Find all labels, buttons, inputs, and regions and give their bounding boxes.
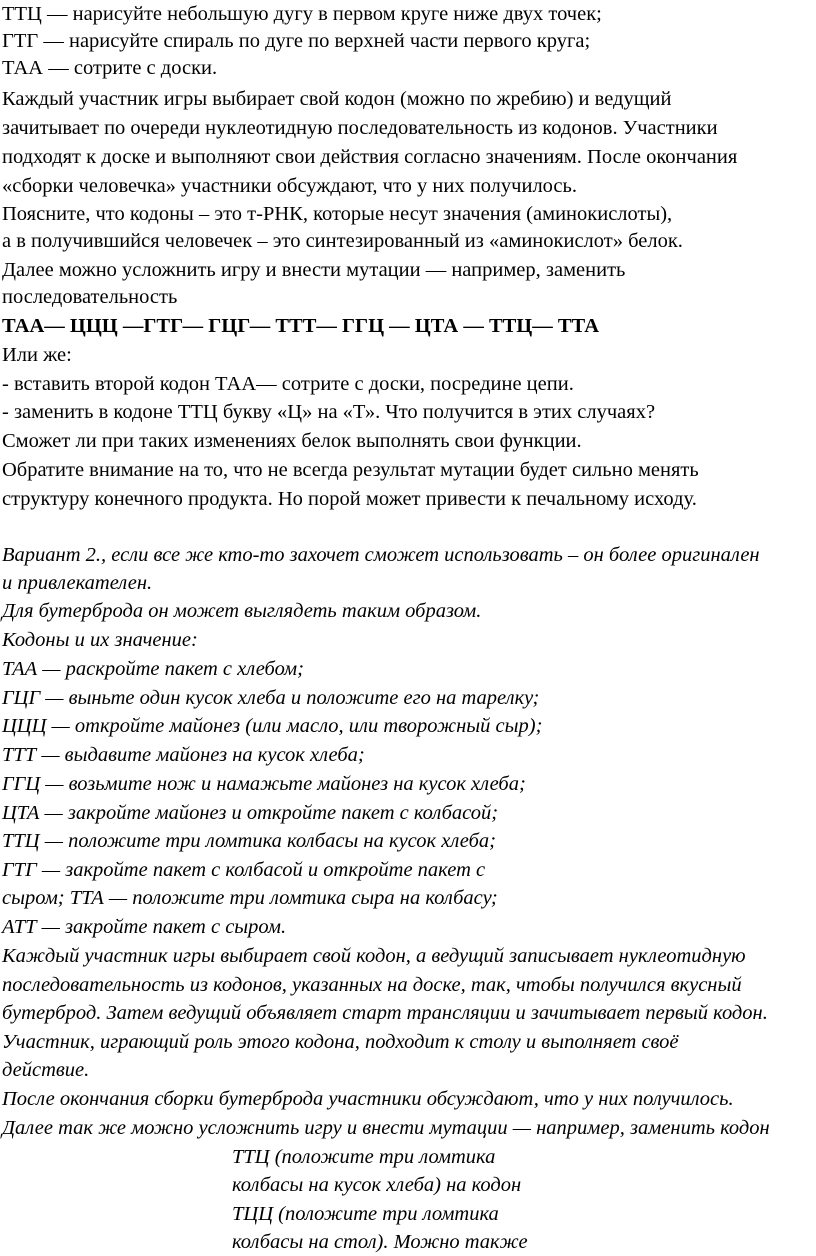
codon-sequence: ТАА— ЦЦЦ —ГТГ— ГЦГ— ТТТ— ГГЦ — ЦТА — ТТЦ— ТТА xyxy=(2,315,599,337)
text-line: ТТТ — выдавите майонез на кусок хлеба; xyxy=(2,744,365,766)
text-line: Поясните, что кодоны – это т-РНК, которые несут значения (аминокислоты), xyxy=(2,203,673,225)
text-line: Далее так же можно усложнить игру и внести мутации — например, заменить кодон xyxy=(2,1117,770,1139)
text-line: зачитывает по очереди нуклеотидную последовательность из кодонов. Участники xyxy=(2,117,718,139)
text-line: Вариант 2., если все же кто-то захочет сможет использовать – он более оригинален xyxy=(2,544,760,566)
text-line: ТТЦ (положите три ломтика xyxy=(232,1146,496,1168)
text-line: АТТ — закройте пакет с сыром. xyxy=(2,916,287,938)
text-line: ТАА — сотрите с доски. xyxy=(2,57,218,79)
text-line: и привлекателен. xyxy=(2,572,153,594)
text-line: ГЦГ — выньте один кусок хлеба и положите его на тарелку; xyxy=(2,687,540,709)
text-line: «сборки человечка» участники обсуждают, что у них получилось. xyxy=(2,175,578,197)
text-line: структуру конечного продукта. Но порой может привести к печальному исходу. xyxy=(2,488,697,510)
text-line: ТАА — раскройте пакет с хлебом; xyxy=(2,658,304,680)
text-line: - заменить в кодоне ТТЦ букву «Ц» на «Т». Что получится в этих случаях? xyxy=(2,401,656,423)
text-line: Каждый участник игры выбирает свой кодон, а ведущий записывает нуклеотидную xyxy=(2,945,746,967)
text-line: Далее можно усложнить игру и внести мутации — например, заменить xyxy=(2,259,626,281)
text-line: Или же: xyxy=(2,344,72,366)
text-line: ГГЦ — возьмите нож и намажьте майонез на кусок хлеба; xyxy=(2,773,526,795)
text-line: Сможет ли при таких изменениях белок выполнять свои функции. xyxy=(2,430,582,452)
text-line: последовательность xyxy=(2,286,178,308)
text-line: ТТЦ — нарисуйте небольшую дугу в первом круге ниже двух точек; xyxy=(2,3,602,25)
text-line: подходят к доске и выполняют свои действия согласно значениям. После окончания xyxy=(2,146,738,168)
text-line: Кодоны и их значение: xyxy=(2,629,198,651)
text-line: После окончания сборки бутерброда участники обсуждают, что у них получилось. xyxy=(2,1088,734,1110)
text-line: Для бутерброда он может выглядеть таким образом. xyxy=(2,600,482,622)
text-line: колбасы на стол). Можно также xyxy=(232,1231,528,1253)
text-line: Обратите внимание на то, что не всегда результат мутации будет сильно менять xyxy=(2,459,699,481)
text-line: Каждый участник игры выбирает свой кодон (можно по жребию) и ведущий xyxy=(2,88,672,110)
text-line: - вставить второй кодон ТАА— сотрите с доски, посредине цепи. xyxy=(2,373,574,395)
text-line: ЦТА — закройте майонез и откройте пакет с колбасой; xyxy=(2,802,499,824)
text-line: Участник, играющий роль этого кодона, подходит к столу и выполняет своё xyxy=(2,1031,679,1053)
text-line: бутерброд. Затем ведущий объявляет старт трансляции и зачитывает первый кодон. xyxy=(2,1002,768,1024)
text-line: а в получившийся человечек – это синтезированный из «аминокислот» белок. xyxy=(2,230,683,252)
text-line: последовательность из кодонов, указанных на доске, так, чтобы получился вкусный xyxy=(2,974,742,996)
text-line: сыром; ТТА — положите три ломтика сыра на колбасу; xyxy=(2,887,498,909)
text-line: ТТЦ — положите три ломтика колбасы на кусок хлеба; xyxy=(2,830,496,852)
text-line: ЦЦЦ — откройте майонез (или масло, или творожный сыр); xyxy=(2,715,543,737)
text-line: ГТГ — закройте пакет с колбасой и откройте пакет с xyxy=(2,859,486,881)
text-line: действие. xyxy=(2,1059,90,1081)
text-line: колбасы на кусок хлеба) на кодон xyxy=(232,1174,522,1196)
text-line: ГТГ — нарисуйте спираль по дуге по верхней части первого круга; xyxy=(2,30,591,52)
text-line: ТЦЦ (положите три ломтика xyxy=(232,1203,499,1225)
